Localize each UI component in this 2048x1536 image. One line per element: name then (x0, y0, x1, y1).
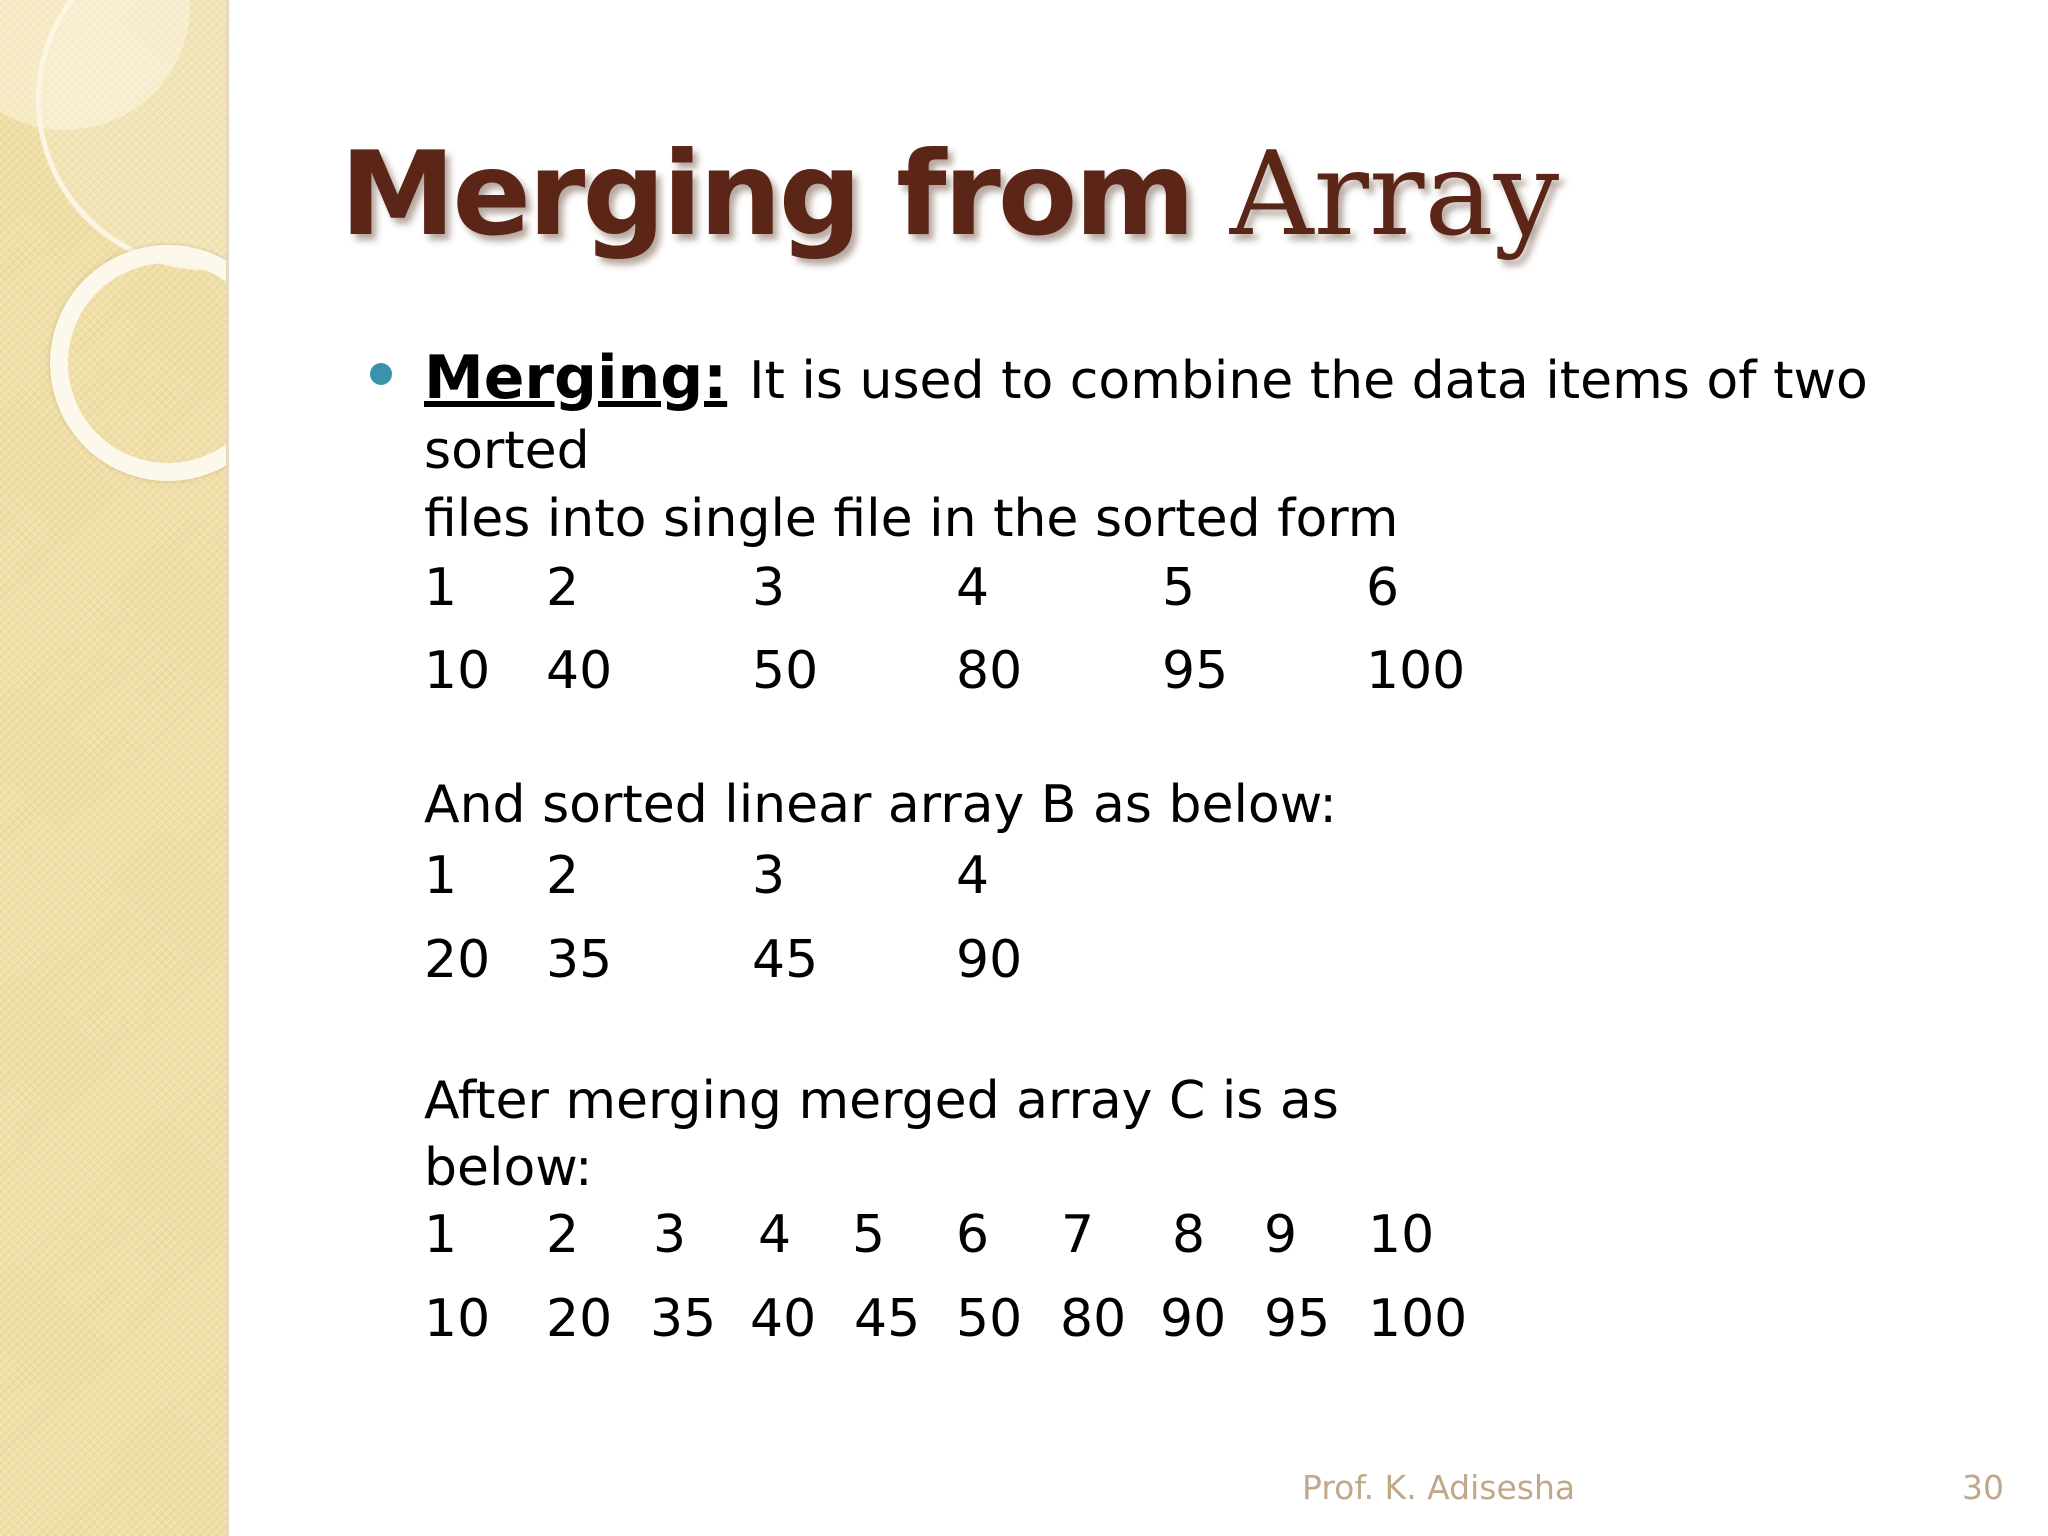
array-a-index: 3 (752, 558, 786, 618)
array-c-value: 90 (1160, 1289, 1227, 1349)
array-b-index: 1 (424, 846, 458, 906)
array-c-index: 9 (1264, 1205, 1298, 1265)
array-c-index: 4 (758, 1205, 792, 1265)
slide-title (340, 128, 1559, 261)
title-text-array: Array (1229, 127, 1560, 262)
array-c-value: 80 (1060, 1289, 1127, 1349)
array-c-intro-line-1: After merging merged array C is as (424, 1071, 1339, 1131)
definition-text: It is used to combine the data items of two (749, 351, 1868, 411)
array-c-value: 10 (424, 1289, 491, 1349)
array-b-value: 20 (424, 930, 491, 990)
array-c-value: 50 (956, 1289, 1023, 1349)
array-c-value: 45 (854, 1289, 921, 1349)
array-c-value: 100 (1368, 1289, 1468, 1349)
array-b-intro: And sorted linear array B as below: (424, 775, 1337, 835)
definition-line (424, 342, 1868, 414)
array-c-index: 7 (1061, 1205, 1095, 1265)
array-c-index: 1 (424, 1205, 458, 1265)
array-c-index: 8 (1172, 1205, 1206, 1265)
definition-line-2: sorted (424, 421, 590, 481)
array-b-index: 3 (752, 846, 786, 906)
array-a-value: 95 (1162, 641, 1229, 701)
array-a-index: 2 (546, 558, 580, 618)
array-b-value: 45 (752, 930, 819, 990)
array-c-index: 3 (653, 1205, 687, 1265)
array-a-value: 50 (752, 641, 819, 701)
array-a-index: 4 (956, 558, 990, 618)
array-a-index: 1 (424, 558, 458, 618)
array-c-value: 20 (546, 1289, 613, 1349)
array-a-index: 5 (1162, 558, 1196, 618)
array-c-index: 10 (1368, 1205, 1435, 1265)
array-c-index: 2 (546, 1205, 580, 1265)
array-b-index: 2 (546, 846, 580, 906)
strip-divider (226, 0, 229, 1536)
array-c-index: 6 (956, 1205, 990, 1265)
array-a-value: 40 (546, 641, 613, 701)
array-b-value: 35 (546, 930, 613, 990)
array-c-intro-line-2: below: (424, 1138, 593, 1198)
title-text-main: Merging from (340, 127, 1193, 262)
page-number: 30 (1962, 1468, 2004, 1507)
definition-line-3: files into single file in the sorted form (424, 489, 1399, 549)
array-c-index: 5 (852, 1205, 886, 1265)
footer-author: Prof. K. Adisesha (1302, 1468, 1576, 1507)
array-a-value: 100 (1366, 641, 1466, 701)
array-a-value: 10 (424, 641, 491, 701)
array-c-value: 40 (750, 1289, 817, 1349)
decorative-ring-small (50, 245, 226, 481)
term-merging: Merging: (424, 343, 728, 413)
bullet-dot-icon (370, 363, 392, 385)
array-a-index: 6 (1366, 558, 1400, 618)
array-b-value: 90 (956, 930, 1023, 990)
decorative-ring-large (36, 0, 226, 270)
array-b-index: 4 (956, 846, 990, 906)
array-c-value: 35 (650, 1289, 717, 1349)
array-c-value: 95 (1264, 1289, 1331, 1349)
array-a-value: 80 (956, 641, 1023, 701)
decorative-side-strip (0, 0, 226, 1536)
